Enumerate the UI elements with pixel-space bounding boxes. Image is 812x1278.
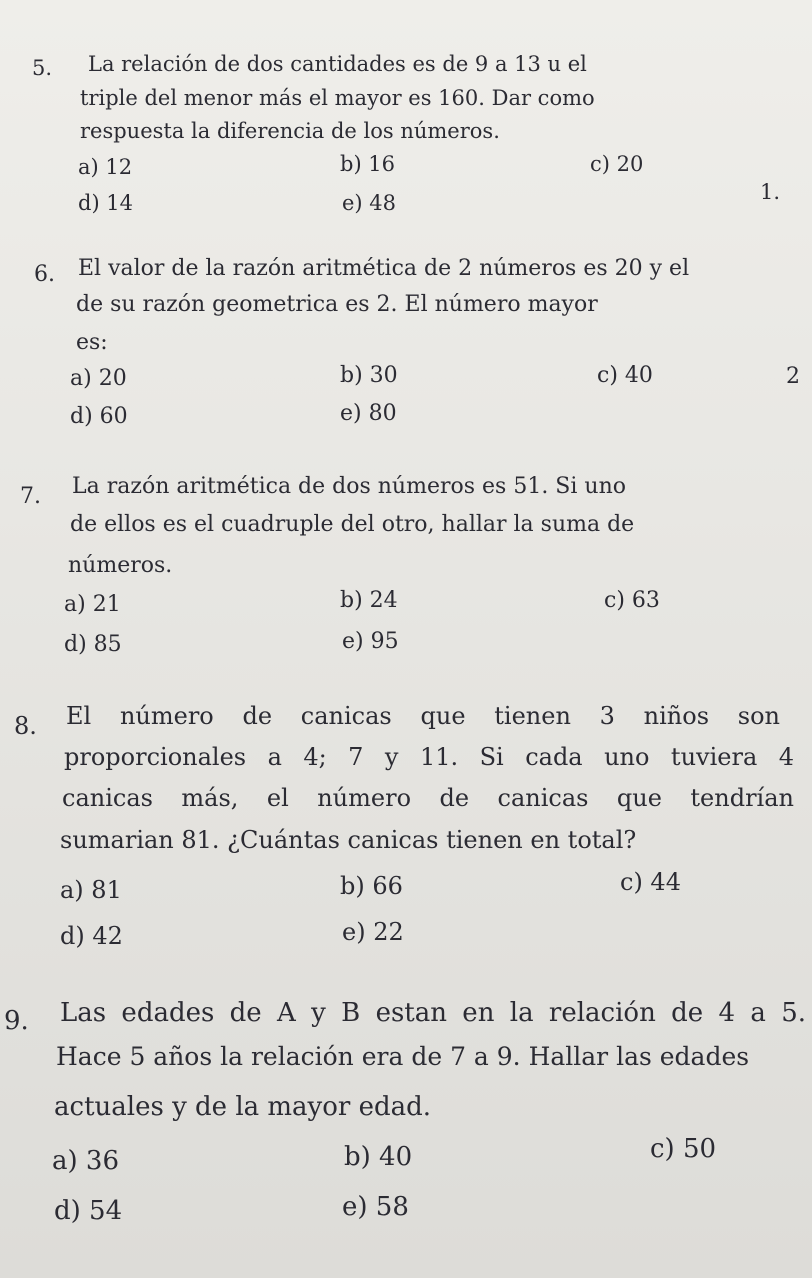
option-a: a) 36 xyxy=(52,1146,119,1176)
problem-text-line-wrap xyxy=(64,743,794,771)
problem-text-line-wrap xyxy=(60,998,806,1028)
problem-text-line: de su razón geometrica es 2. El número mayor xyxy=(76,292,598,317)
problem-text-line-wrap xyxy=(66,702,780,730)
option-b: b) 16 xyxy=(340,152,396,176)
option-a: a) 12 xyxy=(78,155,133,179)
option-d: d) 60 xyxy=(70,404,128,429)
problem-text-line: actuales y de la mayor edad. xyxy=(54,1092,432,1122)
margin-mark: 2 xyxy=(786,364,800,389)
option-b: b) 30 xyxy=(340,363,398,388)
problem-text-line: sumarian 81. ¿Cuántas canicas tienen en total? xyxy=(60,826,637,854)
margin-mark: 1. xyxy=(760,180,781,204)
problem-text-line: proporcionales a 4; 7 y 11. Si cada uno tuviera 4 xyxy=(64,743,794,771)
problem-text-line: Hace 5 años la relación era de 7 a 9. Hallar las edades xyxy=(56,1042,750,1071)
option-b: b) 40 xyxy=(344,1142,413,1172)
problem-text-line-wrap xyxy=(62,784,794,812)
option-a: a) 20 xyxy=(70,366,127,391)
option-e: e) 58 xyxy=(342,1192,409,1222)
problem-text-line: La razón aritmética de dos números es 51. Si uno xyxy=(72,474,626,499)
option-e: e) 48 xyxy=(342,191,397,215)
option-d: d) 85 xyxy=(64,632,122,657)
option-a: a) 21 xyxy=(64,592,121,617)
option-b: b) 66 xyxy=(340,872,403,900)
option-a: a) 81 xyxy=(60,876,122,904)
option-c: c) 44 xyxy=(620,868,681,896)
problem-number: 9. xyxy=(4,1006,29,1036)
option-b: b) 24 xyxy=(340,588,398,613)
option-c: c) 40 xyxy=(597,363,653,388)
problem-number: 6. xyxy=(34,262,55,287)
problem-text-line: de ellos es el cuadruple del otro, hallar la suma de xyxy=(70,512,635,537)
option-c: c) 50 xyxy=(650,1134,717,1164)
problem-text-line: es: xyxy=(76,330,108,355)
option-d: d) 54 xyxy=(54,1196,123,1226)
option-c: c) 63 xyxy=(604,588,660,613)
problem-text-line: El número de canicas que tienen 3 niños son xyxy=(66,702,780,730)
problem-text-line: Las edades de A y B estan en la relación de 4 a 5. xyxy=(60,998,806,1028)
option-e: e) 80 xyxy=(340,401,397,426)
problem-text-line: canicas más, el número de canicas que tendrían xyxy=(62,784,794,812)
option-c: c) 20 xyxy=(590,152,644,176)
option-e: e) 22 xyxy=(342,918,404,946)
option-e: e) 95 xyxy=(342,629,399,654)
option-d: d) 42 xyxy=(60,922,123,950)
problem-number: 8. xyxy=(14,712,37,740)
problem-number: 5. xyxy=(32,56,53,80)
problem-text-line: El valor de la razón aritmética de 2 números es 20 y el xyxy=(78,256,690,281)
problem-text-line: triple del menor más el mayor es 160. Dar como xyxy=(80,86,595,110)
problem-number: 7. xyxy=(20,484,41,509)
option-d: d) 14 xyxy=(78,191,134,215)
problem-text-line: números. xyxy=(68,553,173,578)
problem-text-line: respuesta la diferencia de los números. xyxy=(80,119,500,143)
problem-text-line: La relación de dos cantidades es de 9 a 13 u el xyxy=(88,52,587,76)
